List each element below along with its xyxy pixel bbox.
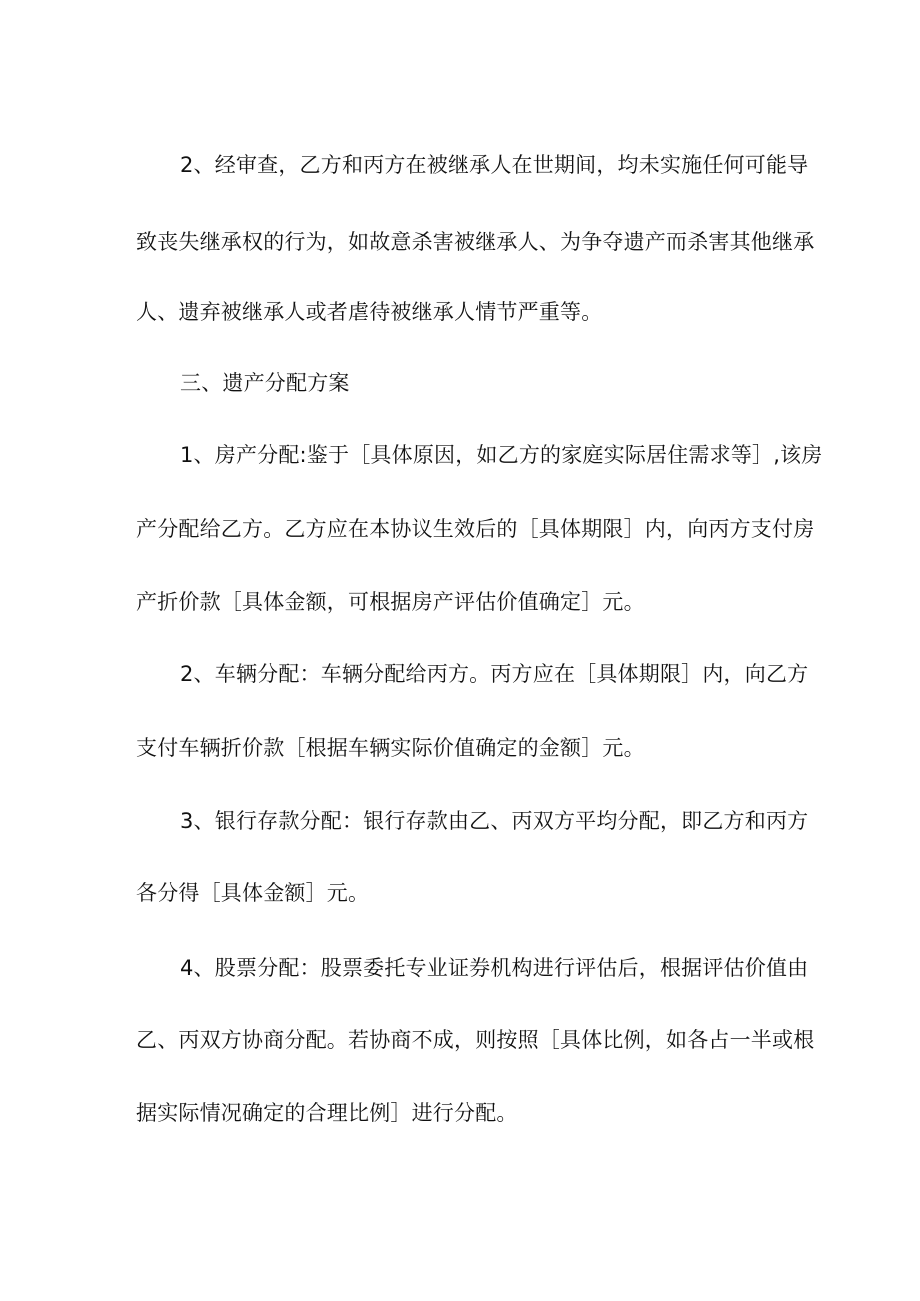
section-heading: 三、遗产分配方案 bbox=[180, 371, 350, 395]
paragraph-line: 产分配给乙方。乙方应在本协议生效后的［具体期限］内，向丙方支付房 bbox=[136, 517, 815, 541]
paragraph-line: 支付车辆折价款［根据车辆实际价值确定的金额］元。 bbox=[136, 736, 645, 760]
paragraph-line: 致丧失继承权的行为，如故意杀害被继承人、为争夺遗产而杀害其他继承 bbox=[136, 230, 815, 254]
paragraph-line: 人、遗弃被继承人或者虐待被继承人情节严重等。 bbox=[136, 300, 603, 324]
paragraph-line: 4、股票分配：股票委托专业证券机构进行评估后，根据评估价值由 bbox=[180, 956, 809, 980]
paragraph-line: 3、银行存款分配：银行存款由乙、丙双方平均分配，即乙方和丙方 bbox=[180, 809, 809, 833]
paragraph-line: 乙、丙双方协商分配。若协商不成，则按照［具体比例，如各占一半或根 bbox=[136, 1028, 815, 1052]
paragraph-line: 产折价款［具体金额，可根据房产评估价值确定］元。 bbox=[136, 590, 645, 614]
paragraph-line: 2、车辆分配：车辆分配给丙方。丙方应在［具体期限］内，向乙方 bbox=[180, 662, 809, 686]
paragraph-line: 2、经审查，乙方和丙方在被继承人在世期间，均未实施任何可能导 bbox=[180, 153, 809, 177]
paragraph-line: 各分得［具体金额］元。 bbox=[136, 881, 370, 905]
paragraph-line: 据实际情况确定的合理比例］进行分配。 bbox=[136, 1101, 518, 1125]
paragraph-line: 1、房产分配:鉴于［具体原因，如乙方的家庭实际居住需求等］,该房 bbox=[180, 443, 823, 467]
